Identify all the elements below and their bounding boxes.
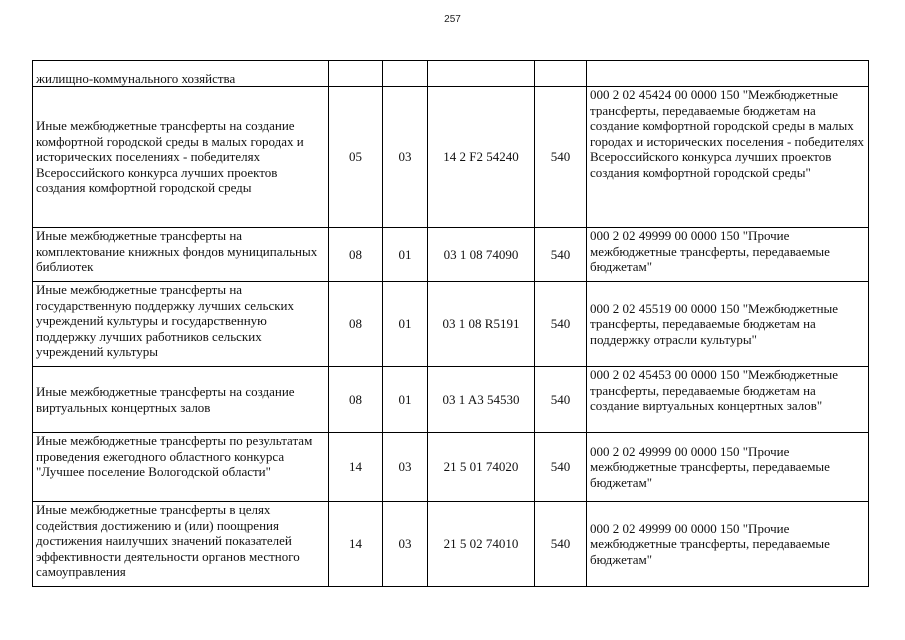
cell-expense-type: 540 [535,228,587,282]
cell-subsection: 03 [383,433,428,502]
table-row [33,282,869,367]
cell-section [329,61,383,87]
cell-target: 21 5 01 74020 [428,433,535,502]
cell-section: 14 [329,502,383,587]
cell-section: 14 [329,433,383,502]
cell-subsection: 01 [383,367,428,433]
cell-target [428,61,535,87]
cell-section: 08 [329,282,383,367]
cell-revenue-code: 000 2 02 49999 00 0000 150 "Прочие межбюджетные трансферты, передаваемые бюджетам" [587,228,869,282]
cell-name: Иные межбюджетные трансферты на создание комфортной городской среды в малых городах и исторических поселениях - победителях Всероссийского конкурса лучших проектов создания комфортной городской среды [33,87,329,228]
cell-revenue-code [587,61,869,87]
cell-target: 14 2 F2 54240 [428,87,535,228]
cell-revenue-code: 000 2 02 45424 00 0000 150 "Межбюджетные трансферты, передаваемые бюджетам на создание комфортной городской среды в малых городах и исторических поселения - победителях Всероссийского конкурса лучших проектов создания комфортной городской среды" [587,87,869,228]
cell-expense-type: 540 [535,367,587,433]
cell-name: Иные межбюджетные трансферты по результатам проведения ежегодного областного конкурса "Лучшее поселение Вологодской области" [33,433,329,502]
cell-name: Иные межбюджетные трансферты на комплектование книжных фондов муниципальных библиотек [33,228,329,282]
cell-expense-type: 540 [535,87,587,228]
page-number: 257 [444,14,461,25]
cell-expense-type: 540 [535,433,587,502]
cell-target: 21 5 02 74010 [428,502,535,587]
table-row [33,502,869,587]
table-row [33,433,869,502]
cell-subsection: 01 [383,282,428,367]
cell-name: Иные межбюджетные трансферты на государственную поддержку лучших сельских учреждений культуры и государственную поддержку лучших работников сельских учреждений культуры [33,282,329,367]
cell-subsection: 03 [383,87,428,228]
cell-revenue-code: 000 2 02 45453 00 0000 150 "Межбюджетные трансферты, передаваемые бюджетам на создание виртуальных концертных залов" [587,367,869,433]
cell-target: 03 1 08 R5191 [428,282,535,367]
table-row [33,367,869,433]
cell-subsection [383,61,428,87]
cell-name: Иные межбюджетные трансферты в целях содействия достижению и (или) поощрения достижения наилучших значений показателей эффективности деятельности органов местного самоуправления [33,502,329,587]
budget-table [32,60,869,587]
table-row [33,228,869,282]
cell-revenue-code: 000 2 02 49999 00 0000 150 "Прочие межбюджетные трансферты, передаваемые бюджетам" [587,502,869,587]
table-row [33,61,869,87]
cell-target: 03 1 A3 54530 [428,367,535,433]
cell-name: жилищно-коммунального хозяйства [33,61,329,87]
cell-revenue-code: 000 2 02 49999 00 0000 150 "Прочие межбюджетные трансферты, передаваемые бюджетам" [587,433,869,502]
cell-name: Иные межбюджетные трансферты на создание виртуальных концертных залов [33,367,329,433]
cell-target: 03 1 08 74090 [428,228,535,282]
table-row [33,87,869,228]
cell-subsection: 01 [383,228,428,282]
cell-expense-type: 540 [535,502,587,587]
cell-revenue-code: 000 2 02 45519 00 0000 150 "Межбюджетные трансферты, передаваемые бюджетам на поддержку отрасли культуры" [587,282,869,367]
cell-section: 08 [329,228,383,282]
cell-section: 05 [329,87,383,228]
cell-expense-type: 540 [535,282,587,367]
cell-expense-type [535,61,587,87]
cell-section: 08 [329,367,383,433]
cell-subsection: 03 [383,502,428,587]
